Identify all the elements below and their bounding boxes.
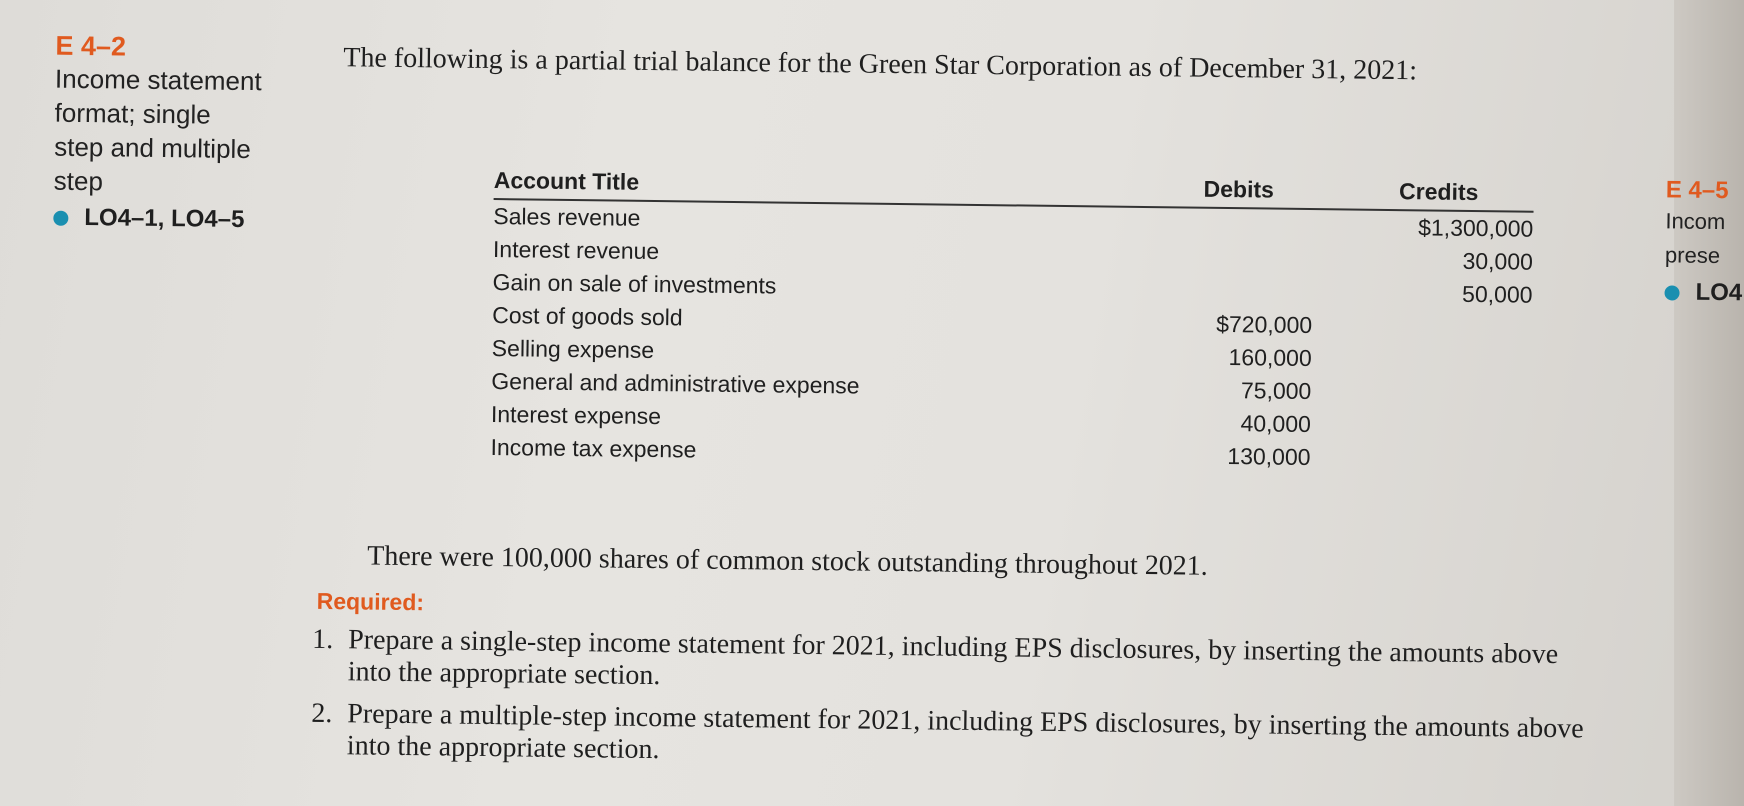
intro-text: The following is a partial trial balance for the Green Star Corporation as of December 31, 2021: [343,42,1418,87]
exercise-topic [54,62,346,202]
learning-objectives [53,204,343,236]
header-debits: Debits [1203,175,1275,203]
credit-amount: 30,000 [1462,247,1534,275]
item-number: 2. [311,697,333,730]
credit-amount [1342,359,1532,361]
topic-line: Income statement [54,63,262,97]
account-title: Cost of goods sold [492,302,683,331]
credit-amount [1341,458,1531,460]
header-account-title: Account Title [493,167,640,195]
header-credits: Credits [1398,178,1479,206]
debit-amount [1133,257,1343,260]
account-title: Sales revenue [493,203,641,231]
exercise-sidebar [53,31,345,236]
debit-amount [1133,224,1343,227]
next-topic-line: prese [1664,242,1721,269]
account-title: General and administrative expense [491,368,860,399]
exercise-number: E 4–2 [55,30,127,62]
account-title: Gain on sale of investments [492,269,777,299]
credit-amount: $1,300,000 [1418,214,1534,242]
account-title: Interest revenue [492,236,660,265]
next-lo-text: LO4 [1695,278,1743,307]
next-exercise-number: E 4–5 [1665,176,1729,205]
debit-amount [1133,290,1343,293]
trial-balance-table [490,156,1534,477]
next-exercise-sidebar [1664,176,1744,307]
bullet-icon [53,210,68,225]
account-title: Income tax expense [490,434,697,463]
item-text: Prepare a single-step income statement for 2021, including EPS disclosures, by inserting the amounts above into the appropriate section. [347,624,1559,692]
list-item [311,698,1612,778]
item-number: 1. [312,623,334,656]
account-title: Interest expense [490,401,662,430]
credit-amount [1341,425,1531,427]
debit-amount: 160,000 [1228,344,1312,372]
debit-amount: 40,000 [1240,410,1312,438]
required-label: Required: [316,587,425,616]
learning-objectives-text: LO4–1, LO4–5 [84,204,245,234]
topic-line: step [53,165,104,197]
credit-amount: 50,000 [1462,280,1533,308]
debit-amount: 130,000 [1227,443,1311,471]
item-text: Prepare a multiple-step income statement for 2021, including EPS disclosures, by inserting the amounts above into the appropriate section. [346,698,1584,766]
list-item [312,624,1613,704]
next-topic-line: Incom [1665,208,1726,235]
required-list [311,624,1613,788]
bullet-icon [1664,285,1679,300]
account-title: Selling expense [491,335,655,364]
topic-line: step and multiple [54,131,251,165]
shares-note: There were 100,000 shares of common stock outstanding throughout 2021. [367,540,1208,582]
credit-amount [1342,326,1532,328]
credit-amount [1341,392,1531,394]
debit-amount: $720,000 [1216,310,1313,339]
topic-line: format; single [54,97,211,130]
debit-amount: 75,000 [1240,377,1312,405]
next-learning-objective [1664,278,1744,307]
